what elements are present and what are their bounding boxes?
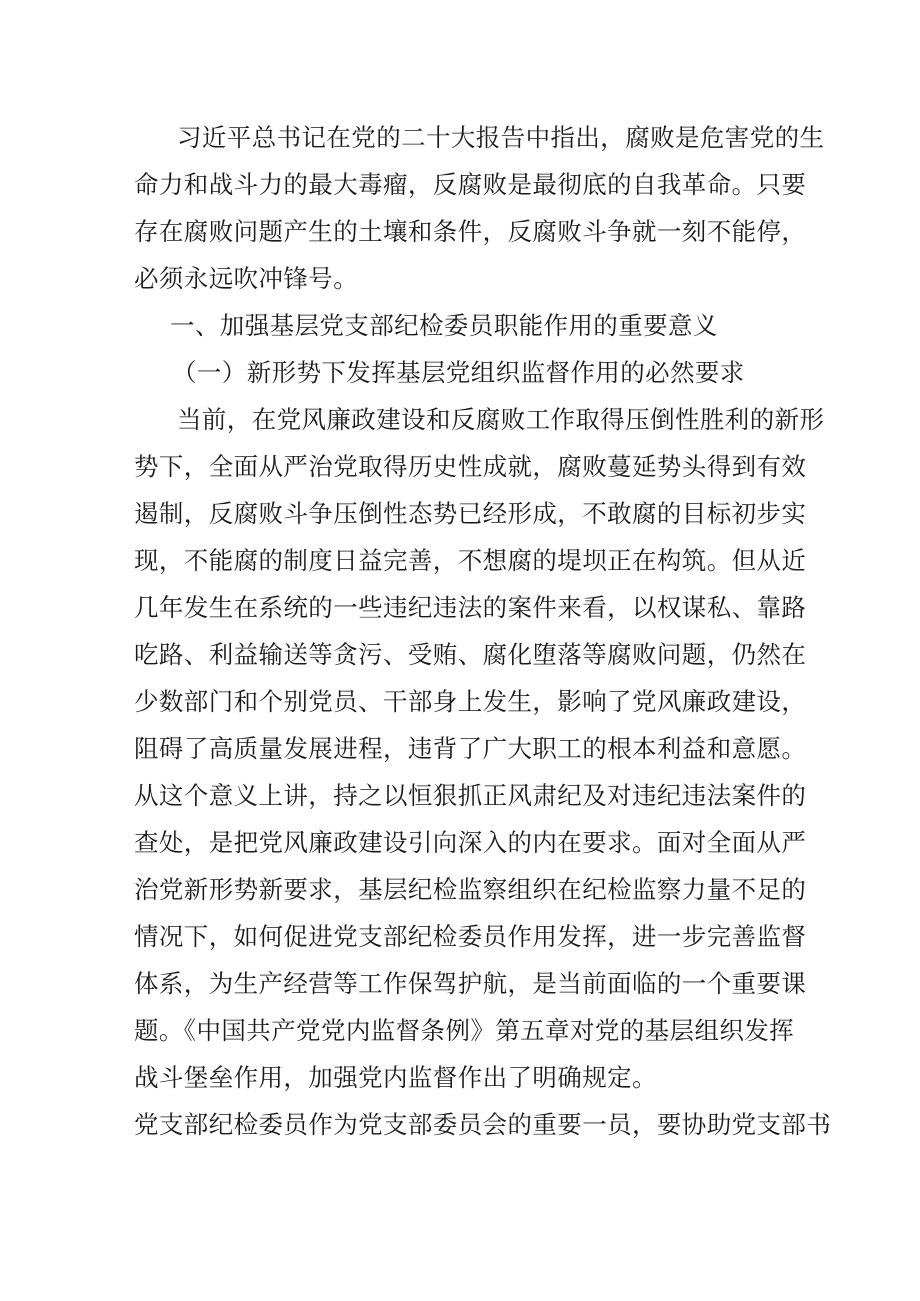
intro-line-3: 存在腐败问题产生的土壤和条件，反腐败斗争就一刻不能停，	[134, 217, 807, 246]
intro-line-1: 习近平总书记在党的二十大报告中指出，腐败是危害党的生	[177, 123, 825, 152]
body-line-12: 情况下，如何促进党支部纪检委员作用发挥，进一步完善监督	[134, 922, 807, 951]
subsection-heading: （一）新形势下发挥基层党组织监督作用的必然要求	[172, 358, 745, 387]
body-line-5: 几年发生在系统的一些违纪违法的案件来看，以权谋私、靠路	[134, 593, 807, 622]
body-line-9: 从这个意义上讲，持之以恒狠抓正风肃纪及对违纪违法案件的	[134, 781, 807, 810]
body-line-11: 治党新形势新要求，基层纪检监察组织在纪检监察力量不足的	[134, 875, 807, 904]
body-line-13: 体系，为生产经营等工作保驾护航，是当前面临的一个重要课	[134, 969, 807, 998]
closing-line-1: 党支部纪检委员作为党支部委员会的重要一员，要协助党支部书	[134, 1110, 832, 1139]
body-line-6: 吃路、利益输送等贪污、受贿、腐化堕落等腐败问题，仍然在	[134, 640, 807, 669]
body-line-15: 战斗堡垒作用，加强党内监督作出了明确规定。	[134, 1063, 657, 1092]
body-line-7: 少数部门和个别党员、干部身上发生，影响了党风廉政建设，	[134, 687, 807, 716]
body-line-10: 查处，是把党风廉政建设引向深入的内在要求。面对全面从严	[134, 828, 807, 857]
body-line-3: 遏制，反腐败斗争压倒性态势已经形成，不敢腐的目标初步实	[134, 499, 807, 528]
body-line-2: 势下，全面从严治党取得历史性成就，腐败蔓延势头得到有效	[134, 452, 807, 481]
intro-line-2: 命力和战斗力的最大毒瘤，反腐败是最彻底的自我革命。只要	[134, 170, 807, 199]
section-heading: 一、加强基层党支部纪检委员职能作用的重要意义	[170, 311, 718, 340]
body-line-4: 现，不能腐的制度日益完善，不想腐的堤坝正在构筑。但从近	[134, 546, 807, 575]
body-line-8: 阻碍了高质量发展进程，违背了广大职工的根本利益和意愿。	[134, 734, 807, 763]
body-line-1: 当前，在党风廉政建设和反腐败工作取得压倒性胜利的新形	[177, 405, 825, 434]
intro-line-4: 必须永远吹冲锋号。	[134, 264, 359, 293]
body-line-14: 题。《中国共产党党内监督条例》第五章对党的基层组织发挥	[134, 1016, 795, 1045]
